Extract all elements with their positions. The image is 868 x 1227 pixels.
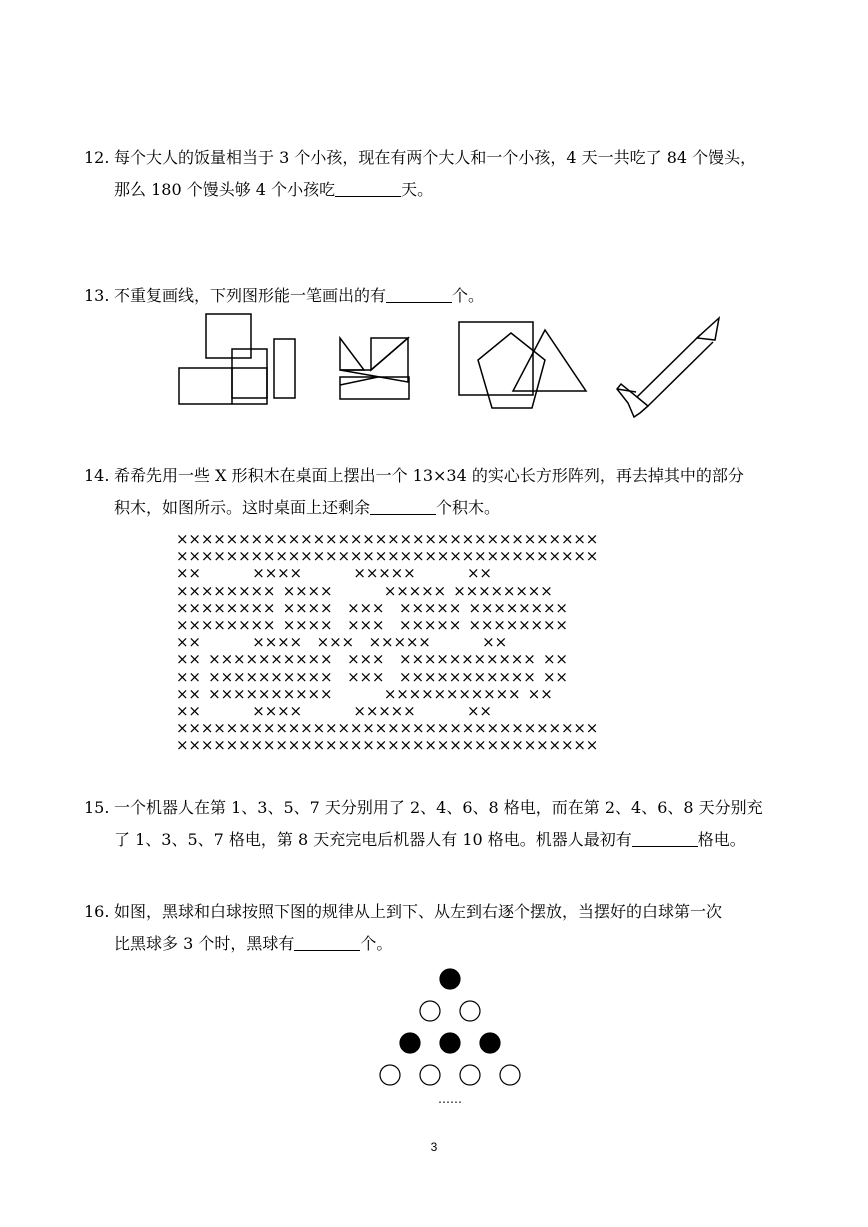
question-number: 13. bbox=[84, 286, 110, 305]
x-row: ×××××××× ×××× ××××× ×××××××× bbox=[176, 581, 553, 600]
question-15 bbox=[84, 792, 804, 856]
question-text: 一个机器人在第 1、3、5、7 天分别用了 2、4、6、8 格电，而在第 2、4、6、8 天分别充 bbox=[114, 798, 763, 817]
x-row: ×× ×××××××××× ××× ××××××××××× ×× bbox=[176, 667, 568, 686]
answer-blank[interactable] bbox=[294, 934, 360, 951]
question-text: 不重复画线，下列图形能一笔画出的有 bbox=[114, 286, 387, 305]
x-row: ×××××××× ×××× ××× ××××× ×××××××× bbox=[176, 615, 568, 634]
answer-blank[interactable] bbox=[632, 830, 698, 847]
shape-triangles bbox=[340, 338, 409, 399]
question-number: 16. bbox=[84, 902, 110, 921]
question-text: 积木，如图所示。这时桌面上还剩余 bbox=[114, 498, 371, 517]
x-block-array bbox=[176, 531, 696, 754]
question-text: 天。 bbox=[401, 180, 434, 199]
answer-blank[interactable] bbox=[335, 180, 401, 197]
x-row: ×× ×××××××××× ××××××××××× ×× bbox=[176, 684, 553, 703]
x-row: ×× ×××× ××××× ×× bbox=[176, 701, 492, 720]
white-ball bbox=[420, 1065, 440, 1085]
question-text: 了 1、3、5、7 格电，第 8 天充完电后机器人有 10 格电。机器人最初有 bbox=[114, 830, 632, 849]
question-text: 个。 bbox=[452, 286, 485, 305]
x-row: ×××××××××××××××××××××××××××××××××× bbox=[176, 530, 599, 548]
black-ball bbox=[480, 1033, 500, 1053]
question-text: 个。 bbox=[360, 934, 393, 953]
x-row: ×××××××××××××××××××××××××××××××××× bbox=[176, 719, 599, 738]
x-row: ×× ×××× ××× ××××× ×× bbox=[176, 633, 507, 652]
question-number: 12. bbox=[84, 148, 110, 167]
question-12 bbox=[84, 142, 804, 206]
shape-arrow bbox=[617, 318, 719, 417]
question-number: 15. bbox=[84, 798, 110, 817]
x-row: ×× ×××××××××× ××× ××××××××××× ×× bbox=[176, 650, 568, 669]
answer-blank[interactable] bbox=[370, 498, 436, 515]
x-row: ×× ×××× ××××× ×× bbox=[176, 564, 492, 583]
question-number: 14. bbox=[84, 466, 110, 485]
x-row: ×××××××××××××××××××××××××××××××××× bbox=[176, 547, 599, 566]
shape-rect-pentagon-triangle bbox=[459, 322, 586, 408]
shape-rectangles bbox=[179, 314, 295, 404]
question-text: 比黑球多 3 个时，黑球有 bbox=[114, 934, 295, 953]
ellipsis: …… bbox=[438, 1092, 462, 1106]
black-ball bbox=[440, 1033, 460, 1053]
question-text: 如图，黑球和白球按照下图的规律从上到下、从左到右逐个摆放，当摆好的白球第一次 bbox=[114, 902, 723, 921]
question-text: 每个大人的饭量相当于 3 个小孩，现在有两个大人和一个小孩，4 天一共吃了 84 个馒头， bbox=[114, 148, 757, 167]
white-ball bbox=[460, 1065, 480, 1085]
white-ball bbox=[420, 1001, 440, 1021]
white-ball bbox=[460, 1001, 480, 1021]
question-14 bbox=[84, 460, 804, 524]
white-ball bbox=[500, 1065, 520, 1085]
question-text: 个积木。 bbox=[436, 498, 501, 517]
question-text: 希希先用一些 X 形积木在桌面上摆出一个 13×34 的实心长方形阵列，再去掉其中的部分 bbox=[114, 466, 744, 485]
answer-blank[interactable] bbox=[386, 286, 452, 303]
question-16 bbox=[84, 896, 804, 960]
ball-pattern bbox=[370, 965, 530, 1095]
question-text: 格电。 bbox=[697, 830, 746, 849]
page-number: 3 bbox=[430, 1140, 438, 1154]
x-row: ×××××××× ×××× ××× ××××× ×××××××× bbox=[176, 598, 568, 617]
question-13 bbox=[84, 280, 804, 312]
black-ball bbox=[400, 1033, 420, 1053]
x-row: ×××××××××××××××××××××××××××××××××× bbox=[176, 736, 599, 755]
figure-shapes bbox=[170, 310, 730, 422]
white-ball bbox=[380, 1065, 400, 1085]
black-ball bbox=[440, 969, 460, 989]
question-text: 那么 180 个馒头够 4 个小孩吃 bbox=[114, 180, 336, 199]
